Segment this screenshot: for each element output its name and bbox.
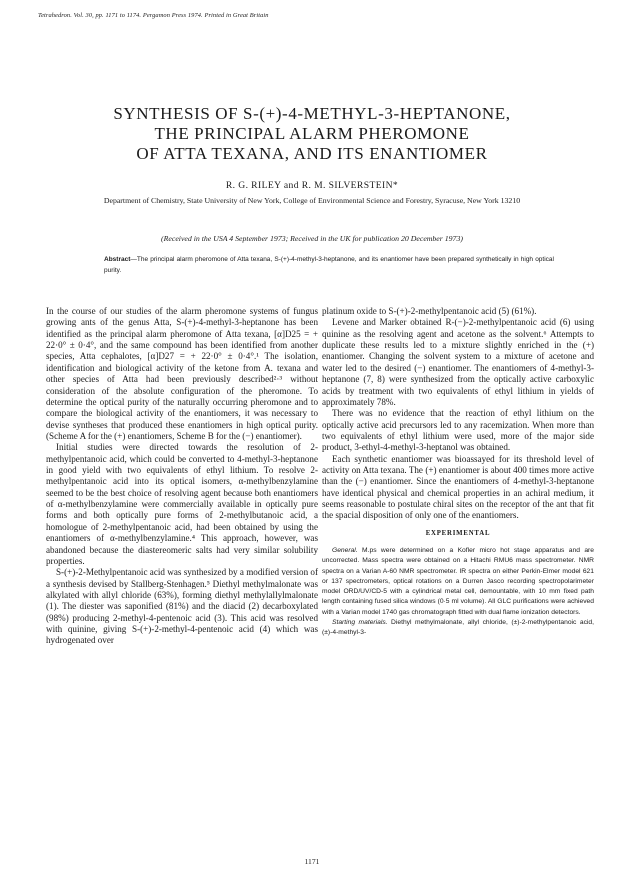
body-paragraph: Each synthetic enantiomer was bioassayed for its threshold level of activity on Atta texana. The (+) enantiomer is about 400 times more active than the (−) enantiomer. Since the enantiomers of 4-methyl-3-heptanone have identical physical and chemical properties in an achiral medium, it seems reasonable to postulate chiral sites on the receptor of the ant that fit the spacial disposition of only one of the enantiomers. [322,453,594,521]
general-text: M.ps were determined on a Kofler micro hot stage apparatus and are uncorrected. Mass spectra were obtained on a Hitachi RMU6 mass spectrometer. NMR spectra on a Varian A-60 NMR spectrometer. IR spectra on either Perkin-Elmer model 621 or 137 spectrometers, optical rotations on a Durren Jasco recording spectropolarimeter model ORD/UV/CD-5 with a cylindrical metal cell, demountable, with 10 mm fixed path length containing fused silica windows (0·5 ml volume). All GLC purifications were achieved with a Varian model 1740 gas chromatograph fitted with dual flame ionization detectors. [322,547,594,616]
body-paragraph: In the course of our studies of the alarm pheromone systems of fungus growing ants of the genus Atta, S-(+)-4-methyl-3-heptanone has been identified as the principal alarm pheromone of Atta texana, [α]D25 = + 22·0° ± 0·4°, and the same compound has been identified from another species, Atta cephalotes, [α]D27 = + 22·0° ± 0·4°.¹ The isolation, identification and biological activity of the ketone from A. texana and other species of Atta had been previously described²·³ without consideration of the absolute configuration of the pheromone. To determine the optical purity of the naturally occurring pheromone and to compare the biological activity of the enantiomers, it was necessary to devise syntheses that produced these enantiomers in high optical purity. (Scheme A for the (+) enantiomers, Scheme B for the (−) enantiomer). [46,306,318,441]
right-column [322,306,594,638]
materials-text: Diethyl methylmalonate, allyl chloride, (±)-2-methylpentanoic acid, (±)-4-methyl-3- [322,618,594,637]
title-line-3: OF ATTA TEXANA, AND ITS ENANTIOMER [136,144,488,163]
experimental-section [322,546,594,638]
experimental-materials [322,618,594,639]
affiliation: Department of Chemistry, State University of New York, College of Environmental Science and Forestry, Syracuse, New York 13210 [103,196,521,205]
page-number: 1171 [304,857,320,866]
left-column [46,306,318,647]
title-line-1: SYNTHESIS OF S-(+)-4-METHYL-3-HEPTANONE, [113,104,511,123]
experimental-heading: EXPERIMENTAL [425,529,491,537]
experimental-general [322,546,594,618]
title-line-2: THE PRINCIPAL ALARM PHEROMONE [154,124,470,143]
abstract-label: Abstract [104,256,131,263]
abstract [104,255,554,276]
general-label: General. [332,547,358,555]
article-title [0,104,624,164]
body-paragraph: platinum oxide to S-(+)-2-methylpentanoic acid (5) (61%). [322,306,537,316]
materials-label: Starting materials. [332,618,388,626]
body-paragraph: Initial studies were directed towards the resolution of 2-methylpentanoic acid, which could be converted to 4-methyl-3-heptanone in good yield with two equivalents of ethyl lithium. To resolve 2-methylpentanoic acid into its optical isomers, α-methylbenzylamine seemed to be the best choice of resolving agent because both enantiomers of α-methylbenzylamine were commercially available in optically pure forms and both optically pure forms of 2-methylbutanoic acid, a homologue of 2-methylpentanoic acid, had been obtained by using the enantiomers of α-methylbenzylamine.⁴ This approach, however, was abandoned because the diastereomeric salts had very similar solubility properties. [46,442,318,566]
body-paragraph: Levene and Marker obtained R-(−)-2-methylpentanoic acid (6) using quinine as the resolving agent and acetone as the solvent.⁶ Attempts to duplicate these results led to a mixture slightly enriched in the (+) enantiomer. Changing the solvent system to a mixture of acetone and water led to the desired (−) enantiomer. The enantiomers of 4-methyl-3-heptanone (7, 8) were synthesized from the optically active carboxylic acids by treatment with two equivalents of ethyl lithium in yields of approximately 78%. [322,317,594,407]
abstract-text: —The principal alarm pheromone of Atta texana, S-(+)-4-methyl-3-heptanone, and its enantiomer have been prepared synthetically in high optical purity. [104,256,554,274]
body-paragraph: There was no evidence that the reaction of ethyl lithium on the optically active acid precursors led to any racemization. When more than two equivalents of ethyl lithium were used, more of the major side product, 3-ethyl-4-methyl-3-heptanol was obtained. [322,408,594,453]
body-paragraph: S-(+)-2-Methylpentanoic acid was synthesized by a modified version of a synthesis devised by Stallberg-Stenhagen.⁵ Diethyl methylmalonate was alkylated with allyl chloride (63%), forming diethyl methylallylmalonate (1). The diester was saponified (81%) and the diacid (2) decarboxylated (98%) producing 2-methyl-4-pentenoic acid (3). This acid was resolved with quinine, giving S-(+)-2-methyl-4-pentenoic acid (4) which was hydrogenated over [46,567,318,646]
received-dates: (Received in the USA 4 September 1973; Received in the UK for publication 20 December 1973) [161,234,463,243]
running-head: Tetrahedron. Vol. 30, pp. 1171 to 1174. Pergamon Press 1974. Printed in Great Britain [38,12,269,19]
authors: R. G. RILEY and R. M. SILVERSTEIN* [225,180,399,191]
